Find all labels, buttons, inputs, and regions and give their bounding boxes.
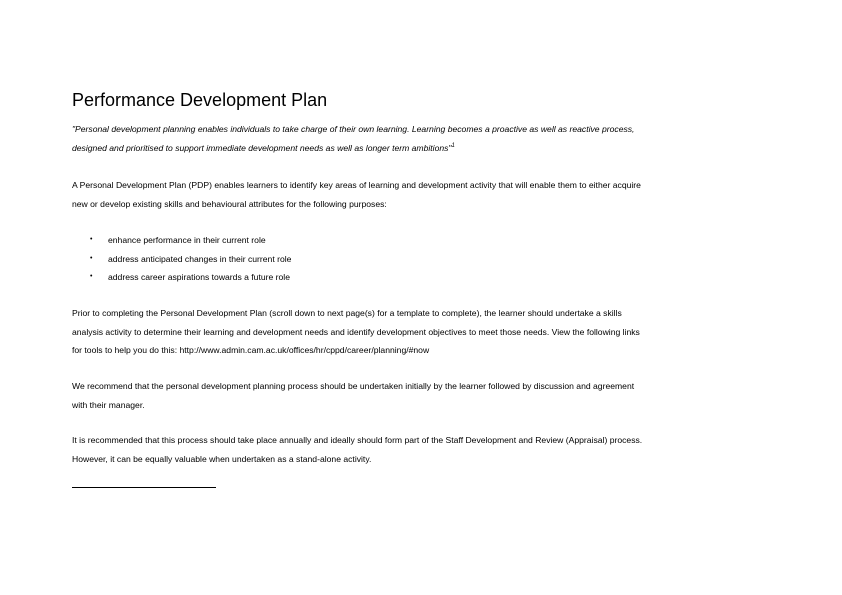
quote-line-2 (72, 139, 772, 158)
intro-line-1: A Personal Development Plan (PDP) enables learners to identify key areas of learning and development activity that will enable them to either acquire (72, 180, 641, 190)
prior-line-1: Prior to completing the Personal Development Plan (scroll down to next page(s) for a template to complete), the learner should undertake a skills (72, 308, 622, 318)
prior-line-3: for tools to help you do this: http://www.admin.cam.ac.uk/offices/hr/cppd/career/planning/#now (72, 345, 430, 355)
intro-line-2: new or develop existing skills and behavioural attributes for the following purposes: (72, 198, 387, 209)
prior-line-2: analysis activity to determine their learning and development needs and identify development objectives to meet those needs. View the following links (72, 326, 640, 337)
annual-paragraph (72, 431, 772, 468)
annual-line-1: It is recommended that this process should take place annually and ideally should form part of the Staff Development and Review (Appraisal) process. (72, 435, 643, 445)
bullet-icon: • (90, 254, 93, 262)
page-title: Performance Development Plan (72, 90, 328, 110)
footnote-marker: 1 (451, 142, 455, 149)
prior-paragraph (72, 304, 772, 360)
list-item-text: address career aspirations towards a future role (108, 272, 290, 282)
recommend-line-1: We recommend that the personal development planning process should be undertaken initially by the learner followed by discussion and agreement (72, 381, 635, 391)
quote-paragraph (72, 120, 772, 157)
recommend-paragraph (72, 377, 772, 414)
bullet-icon: • (90, 236, 93, 243)
recommend-line-2: with their manager. (72, 399, 145, 410)
footnote-separator (72, 487, 216, 488)
intro-paragraph (72, 176, 772, 213)
annual-line-2: However, it can be equally valuable when undertaken as a stand-alone activity. (72, 453, 372, 464)
quote-line-2-text: designed and prioritised to support immediate development needs as well as longer term ambitions" (72, 142, 452, 153)
quote-line-1: "Personal development planning enables individuals to take charge of their own learning. Learning becomes a proactive as well as reactive process, (72, 124, 635, 134)
list-item-text: enhance performance in their current role (108, 235, 266, 245)
bullet-icon: • (90, 273, 93, 280)
list-item-text: address anticipated changes in their current role (108, 253, 292, 264)
